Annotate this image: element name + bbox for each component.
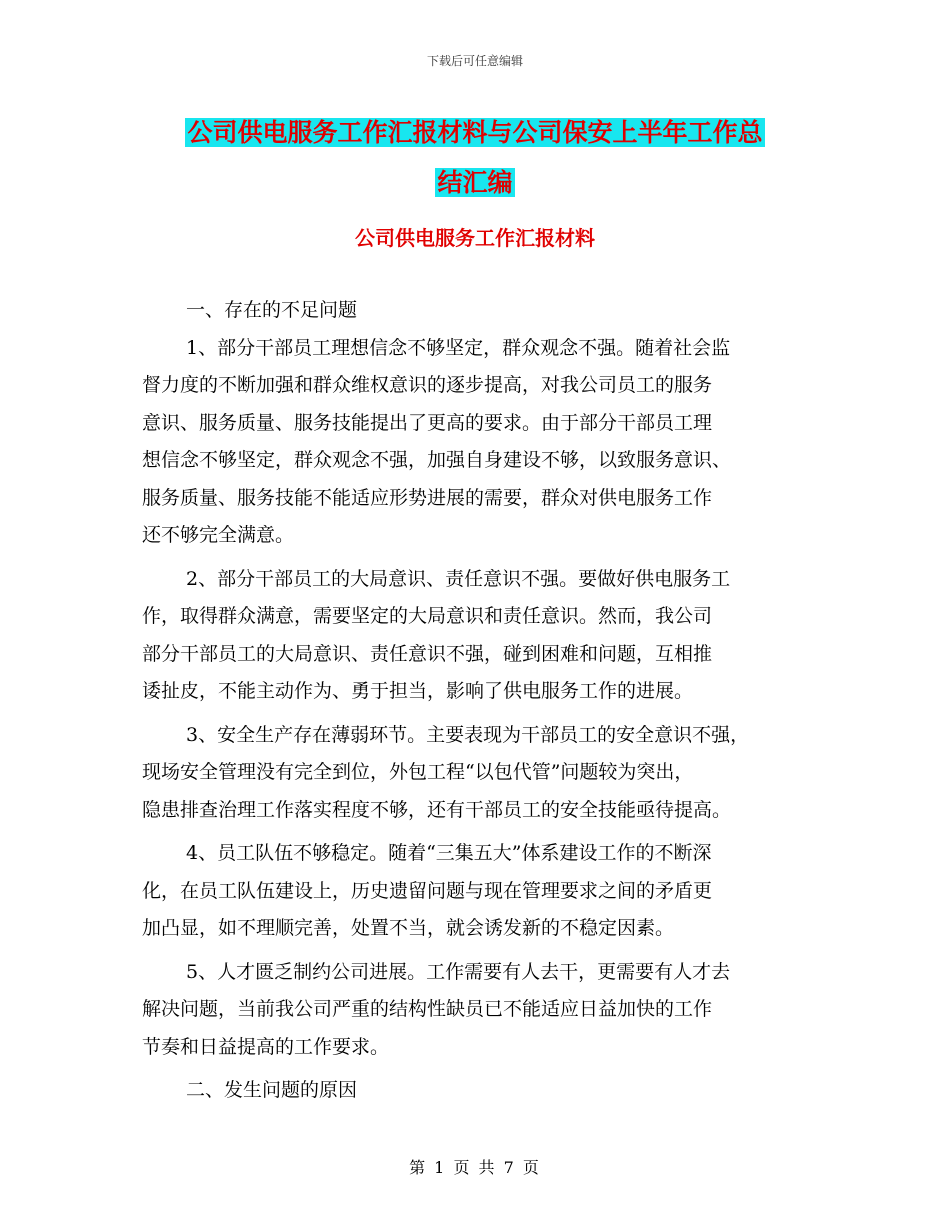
paragraph-1 (142, 330, 822, 555)
paragraph-line: 2、部分干部员工的大局意识、责任意识不强。要做好供电服务工 (186, 567, 731, 590)
paragraph-line: 化，在员工队伍建设上，历史遗留问题与现在管理要求之间的矛盾更 (142, 879, 713, 902)
paragraph-line: 现场安全管理没有完全到位，外包工程“以包代管”问题较为突出， (142, 761, 694, 783)
title-line-1: 公司供电服务工作汇报材料与公司保安上半年工作总 (187, 118, 763, 147)
paragraph-line: 作，取得群众满意，需要坚定的大局意识和责任意识。然而，我公司 (142, 605, 713, 627)
heading-1: 一、存在的不足问题 (186, 299, 358, 321)
page-footer: 第 1 页 共 7 页 (409, 1158, 541, 1177)
paragraph-5 (142, 954, 822, 1067)
heading-2: 二、发生问题的原因 (186, 1079, 358, 1101)
document-title (0, 108, 950, 208)
paragraph-line: 想信念不够坚定，群众观念不强，加强自身建设不够，以致服务意识、 (142, 449, 732, 471)
paragraph-line: 节奏和日益提高的工作要求。 (142, 1035, 390, 1058)
paragraph-line: 5、人才匮乏制约公司进展。工作需要有人去干，更需要有人才去 (186, 960, 731, 983)
paragraph-2 (142, 561, 822, 711)
section-title: 公司供电服务工作汇报材料 (355, 226, 595, 250)
paragraph-line: 解决问题，当前我公司严重的结构性缺员已不能适应日益加快的工作 (142, 998, 713, 1020)
paragraph-line: 诿扯皮，不能主动作为、勇于担当，影响了供电服务工作的进展。 (142, 680, 694, 702)
title-line-2: 结汇编 (437, 168, 513, 197)
paragraph-line: 督力度的不断加强和群众维权意识的逐步提高，对我公司员工的服务 (142, 374, 713, 396)
paragraph-line: 部分干部员工的大局意识、责任意识不强，碰到困难和问题，互相推 (142, 642, 713, 665)
paragraph-line: 服务质量、服务技能不能适应形势进展的需要，群众对供电服务工作 (142, 486, 713, 509)
document-body (142, 292, 822, 1110)
header-note: 下载后可任意编辑 (426, 54, 523, 68)
paragraph-line: 加凸显，如不理顺完善，处置不当，就会诱发新的不稳定因素。 (142, 917, 675, 939)
paragraph-line: 3、安全生产存在薄弱环节。主要表现为干部员工的安全意识不强， (186, 723, 750, 746)
paragraph-3 (142, 717, 822, 830)
paragraph-line: 1、部分干部员工理想信念不够坚定，群众观念不强。随着社会监 (186, 336, 731, 359)
paragraph-line: 4、员工队伍不够稳定。随着“三集五大”体系建设工作的不断深 (186, 842, 712, 864)
paragraph-4 (142, 835, 822, 948)
paragraph-line: 还不够完全满意。 (142, 524, 295, 546)
paragraph-line: 意识、服务质量、服务技能提出了更高的要求。由于部分干部员工理 (142, 411, 713, 434)
paragraph-line: 隐患排查治理工作落实程度不够，还有干部员工的安全技能亟待提高。 (142, 798, 732, 821)
